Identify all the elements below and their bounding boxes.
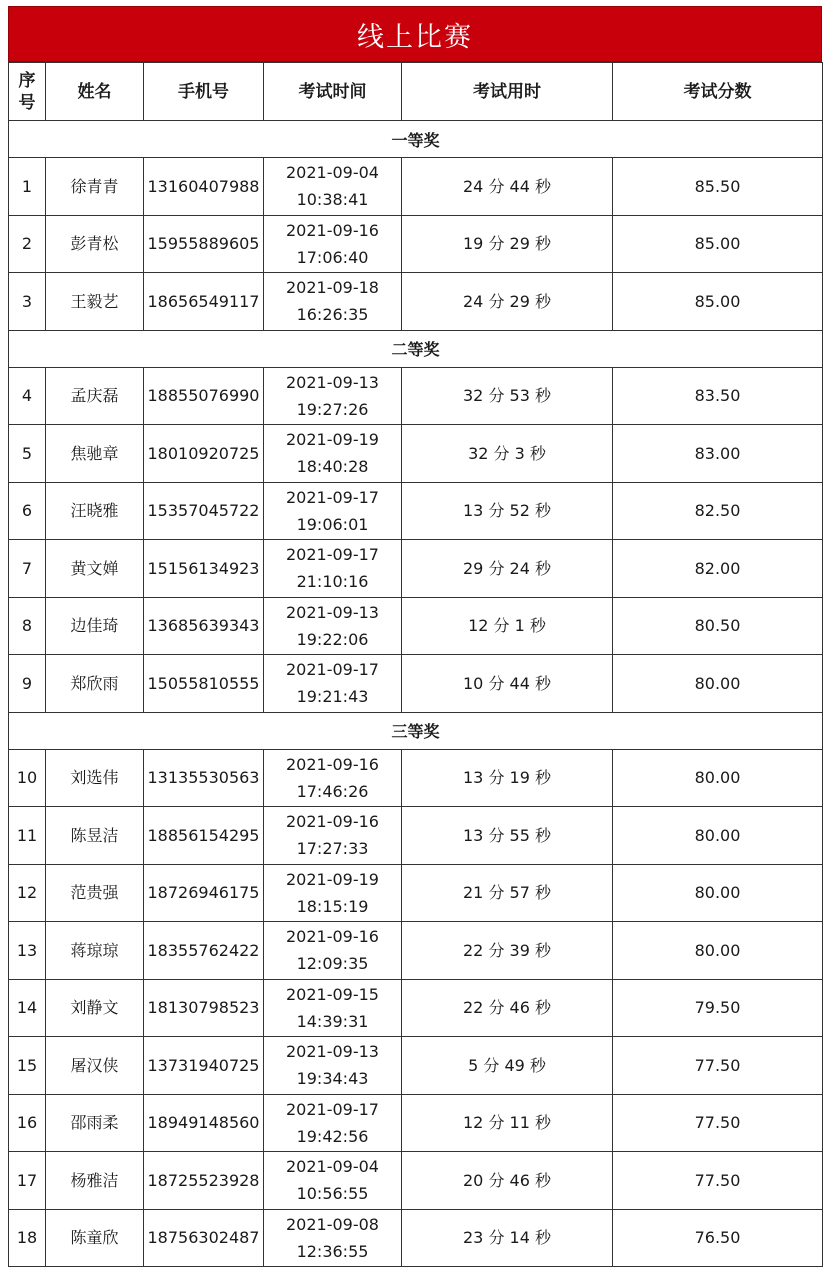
cell-seq: 3 bbox=[9, 273, 46, 331]
cell-time-clock: 12:09:35 bbox=[296, 954, 369, 974]
header-score: 考试分数 bbox=[613, 63, 823, 121]
cell-duration: 21 分 57 秒 bbox=[402, 864, 613, 922]
cell-time-date: 2021-09-16 bbox=[286, 754, 379, 774]
cell-time-date: 2021-09-18 bbox=[286, 278, 379, 298]
cell-time-clock: 19:06:01 bbox=[296, 514, 369, 534]
cell-score: 83.50 bbox=[613, 367, 823, 425]
cell-score: 85.00 bbox=[613, 215, 823, 273]
cell-seq: 11 bbox=[9, 807, 46, 865]
cell-name: 陈昱洁 bbox=[46, 807, 144, 865]
cell-time-clock: 17:46:26 bbox=[296, 781, 369, 801]
cell-duration: 13 分 55 秒 bbox=[402, 807, 613, 865]
cell-name: 边佳琦 bbox=[46, 597, 144, 655]
cell-duration: 13 分 52 秒 bbox=[402, 482, 613, 540]
table-row bbox=[9, 807, 823, 865]
header-row bbox=[9, 63, 823, 121]
table-row bbox=[9, 367, 823, 425]
cell-seq: 17 bbox=[9, 1152, 46, 1210]
cell-duration: 10 分 44 秒 bbox=[402, 655, 613, 713]
cell-phone: 15156134923 bbox=[144, 540, 264, 598]
cell-time bbox=[264, 158, 402, 216]
cell-phone: 18855076990 bbox=[144, 367, 264, 425]
cell-duration: 22 分 39 秒 bbox=[402, 922, 613, 980]
cell-seq: 12 bbox=[9, 864, 46, 922]
cell-duration: 23 分 14 秒 bbox=[402, 1209, 613, 1267]
table-row bbox=[9, 922, 823, 980]
cell-seq: 9 bbox=[9, 655, 46, 713]
cell-seq: 18 bbox=[9, 1209, 46, 1267]
cell-duration: 24 分 29 秒 bbox=[402, 273, 613, 331]
cell-duration: 32 分 53 秒 bbox=[402, 367, 613, 425]
section-label: 三等奖 bbox=[9, 712, 823, 749]
cell-seq: 4 bbox=[9, 367, 46, 425]
section-row bbox=[9, 330, 823, 367]
cell-time-date: 2021-09-15 bbox=[286, 984, 379, 1004]
table-row bbox=[9, 482, 823, 540]
cell-name: 范贵强 bbox=[46, 864, 144, 922]
cell-name: 杨雅洁 bbox=[46, 1152, 144, 1210]
cell-name: 焦驰章 bbox=[46, 425, 144, 483]
cell-time-clock: 19:27:26 bbox=[296, 399, 369, 419]
cell-phone: 18949148560 bbox=[144, 1094, 264, 1152]
cell-time-clock: 10:56:55 bbox=[296, 1184, 369, 1204]
cell-seq: 5 bbox=[9, 425, 46, 483]
cell-time-date: 2021-09-17 bbox=[286, 1099, 379, 1119]
cell-score: 80.00 bbox=[613, 655, 823, 713]
cell-score: 76.50 bbox=[613, 1209, 823, 1267]
cell-time-clock: 12:36:55 bbox=[296, 1241, 369, 1261]
cell-phone: 18656549117 bbox=[144, 273, 264, 331]
cell-time bbox=[264, 922, 402, 980]
table-row bbox=[9, 273, 823, 331]
title-banner: 线上比赛 bbox=[8, 6, 822, 62]
table-row bbox=[9, 749, 823, 807]
cell-seq: 8 bbox=[9, 597, 46, 655]
cell-phone: 18130798523 bbox=[144, 979, 264, 1037]
header-seq: 序号 bbox=[9, 63, 46, 121]
cell-phone: 13160407988 bbox=[144, 158, 264, 216]
header-phone: 手机号 bbox=[144, 63, 264, 121]
cell-score: 85.00 bbox=[613, 273, 823, 331]
cell-score: 82.00 bbox=[613, 540, 823, 598]
cell-time-clock: 17:06:40 bbox=[296, 247, 369, 267]
cell-time bbox=[264, 367, 402, 425]
cell-name: 黄文婵 bbox=[46, 540, 144, 598]
cell-name: 邵雨柔 bbox=[46, 1094, 144, 1152]
cell-duration: 29 分 24 秒 bbox=[402, 540, 613, 598]
cell-time-date: 2021-09-19 bbox=[286, 430, 379, 450]
cell-duration: 13 分 19 秒 bbox=[402, 749, 613, 807]
cell-time bbox=[264, 425, 402, 483]
table-row bbox=[9, 1152, 823, 1210]
cell-time-clock: 16:26:35 bbox=[296, 305, 369, 325]
cell-phone: 13135530563 bbox=[144, 749, 264, 807]
table-row bbox=[9, 540, 823, 598]
table-row bbox=[9, 864, 823, 922]
cell-time-clock: 19:42:56 bbox=[296, 1126, 369, 1146]
cell-score: 80.50 bbox=[613, 597, 823, 655]
cell-duration: 12 分 11 秒 bbox=[402, 1094, 613, 1152]
header-name: 姓名 bbox=[46, 63, 144, 121]
results-sheet bbox=[8, 6, 822, 1267]
cell-seq: 16 bbox=[9, 1094, 46, 1152]
cell-time bbox=[264, 1209, 402, 1267]
cell-phone: 18856154295 bbox=[144, 807, 264, 865]
cell-phone: 13731940725 bbox=[144, 1037, 264, 1095]
cell-time bbox=[264, 1094, 402, 1152]
cell-seq: 13 bbox=[9, 922, 46, 980]
table-row bbox=[9, 979, 823, 1037]
cell-name: 刘静文 bbox=[46, 979, 144, 1037]
cell-seq: 14 bbox=[9, 979, 46, 1037]
cell-time-date: 2021-09-19 bbox=[286, 869, 379, 889]
cell-time-clock: 18:15:19 bbox=[296, 896, 369, 916]
cell-time-clock: 19:22:06 bbox=[296, 629, 369, 649]
cell-time bbox=[264, 1037, 402, 1095]
cell-time-date: 2021-09-13 bbox=[286, 372, 379, 392]
cell-phone: 18725523928 bbox=[144, 1152, 264, 1210]
cell-phone: 15955889605 bbox=[144, 215, 264, 273]
cell-name: 屠汉侠 bbox=[46, 1037, 144, 1095]
table-row bbox=[9, 597, 823, 655]
cell-time-date: 2021-09-16 bbox=[286, 812, 379, 832]
table-row bbox=[9, 425, 823, 483]
cell-phone: 13685639343 bbox=[144, 597, 264, 655]
cell-time bbox=[264, 979, 402, 1037]
cell-score: 77.50 bbox=[613, 1152, 823, 1210]
cell-name: 徐青青 bbox=[46, 158, 144, 216]
cell-time bbox=[264, 749, 402, 807]
section-row bbox=[9, 712, 823, 749]
cell-score: 79.50 bbox=[613, 979, 823, 1037]
cell-score: 77.50 bbox=[613, 1094, 823, 1152]
cell-time bbox=[264, 864, 402, 922]
cell-time bbox=[264, 597, 402, 655]
cell-seq: 10 bbox=[9, 749, 46, 807]
cell-duration: 20 分 46 秒 bbox=[402, 1152, 613, 1210]
table-row bbox=[9, 655, 823, 713]
cell-score: 80.00 bbox=[613, 807, 823, 865]
cell-time bbox=[264, 1152, 402, 1210]
cell-phone: 18355762422 bbox=[144, 922, 264, 980]
cell-seq: 15 bbox=[9, 1037, 46, 1095]
header-time: 考试时间 bbox=[264, 63, 402, 121]
cell-time-clock: 18:40:28 bbox=[296, 457, 369, 477]
cell-time-date: 2021-09-13 bbox=[286, 602, 379, 622]
cell-phone: 15055810555 bbox=[144, 655, 264, 713]
cell-score: 85.50 bbox=[613, 158, 823, 216]
table-row bbox=[9, 215, 823, 273]
results-table bbox=[8, 62, 823, 1267]
cell-seq: 6 bbox=[9, 482, 46, 540]
cell-name: 王毅艺 bbox=[46, 273, 144, 331]
cell-time-date: 2021-09-04 bbox=[286, 1157, 379, 1177]
cell-time-clock: 19:21:43 bbox=[296, 687, 369, 707]
cell-score: 83.00 bbox=[613, 425, 823, 483]
cell-phone: 18726946175 bbox=[144, 864, 264, 922]
cell-time bbox=[264, 482, 402, 540]
cell-name: 蒋琼琼 bbox=[46, 922, 144, 980]
cell-time-clock: 17:27:33 bbox=[296, 839, 369, 859]
cell-time-date: 2021-09-16 bbox=[286, 927, 379, 947]
cell-time-date: 2021-09-13 bbox=[286, 1042, 379, 1062]
cell-time bbox=[264, 273, 402, 331]
cell-score: 82.50 bbox=[613, 482, 823, 540]
section-label: 二等奖 bbox=[9, 330, 823, 367]
header-duration: 考试用时 bbox=[402, 63, 613, 121]
table-row bbox=[9, 1209, 823, 1267]
cell-time-clock: 14:39:31 bbox=[296, 1011, 369, 1031]
cell-duration: 22 分 46 秒 bbox=[402, 979, 613, 1037]
cell-time-date: 2021-09-17 bbox=[286, 487, 379, 507]
cell-time bbox=[264, 215, 402, 273]
cell-time-date: 2021-09-17 bbox=[286, 660, 379, 680]
cell-score: 77.50 bbox=[613, 1037, 823, 1095]
section-row bbox=[9, 121, 823, 158]
cell-duration: 19 分 29 秒 bbox=[402, 215, 613, 273]
cell-time-clock: 21:10:16 bbox=[296, 572, 369, 592]
cell-duration: 32 分 3 秒 bbox=[402, 425, 613, 483]
cell-time bbox=[264, 807, 402, 865]
cell-time-date: 2021-09-17 bbox=[286, 545, 379, 565]
cell-duration: 5 分 49 秒 bbox=[402, 1037, 613, 1095]
section-label: 一等奖 bbox=[9, 121, 823, 158]
cell-score: 80.00 bbox=[613, 864, 823, 922]
cell-time-date: 2021-09-08 bbox=[286, 1214, 379, 1234]
cell-time-clock: 19:34:43 bbox=[296, 1069, 369, 1089]
cell-phone: 18010920725 bbox=[144, 425, 264, 483]
cell-name: 彭青松 bbox=[46, 215, 144, 273]
table-row bbox=[9, 1094, 823, 1152]
cell-name: 汪晓雅 bbox=[46, 482, 144, 540]
table-row bbox=[9, 1037, 823, 1095]
cell-time-date: 2021-09-04 bbox=[286, 163, 379, 183]
cell-seq: 1 bbox=[9, 158, 46, 216]
cell-seq: 7 bbox=[9, 540, 46, 598]
cell-duration: 12 分 1 秒 bbox=[402, 597, 613, 655]
cell-time bbox=[264, 655, 402, 713]
cell-name: 郑欣雨 bbox=[46, 655, 144, 713]
cell-seq: 2 bbox=[9, 215, 46, 273]
cell-time-date: 2021-09-16 bbox=[286, 220, 379, 240]
cell-phone: 15357045722 bbox=[144, 482, 264, 540]
cell-phone: 18756302487 bbox=[144, 1209, 264, 1267]
cell-duration: 24 分 44 秒 bbox=[402, 158, 613, 216]
cell-score: 80.00 bbox=[613, 922, 823, 980]
table-row bbox=[9, 158, 823, 216]
cell-name: 刘选伟 bbox=[46, 749, 144, 807]
cell-name: 陈童欣 bbox=[46, 1209, 144, 1267]
cell-time-clock: 10:38:41 bbox=[296, 190, 369, 210]
cell-score: 80.00 bbox=[613, 749, 823, 807]
cell-time bbox=[264, 540, 402, 598]
cell-name: 孟庆磊 bbox=[46, 367, 144, 425]
table-body bbox=[9, 121, 823, 1267]
